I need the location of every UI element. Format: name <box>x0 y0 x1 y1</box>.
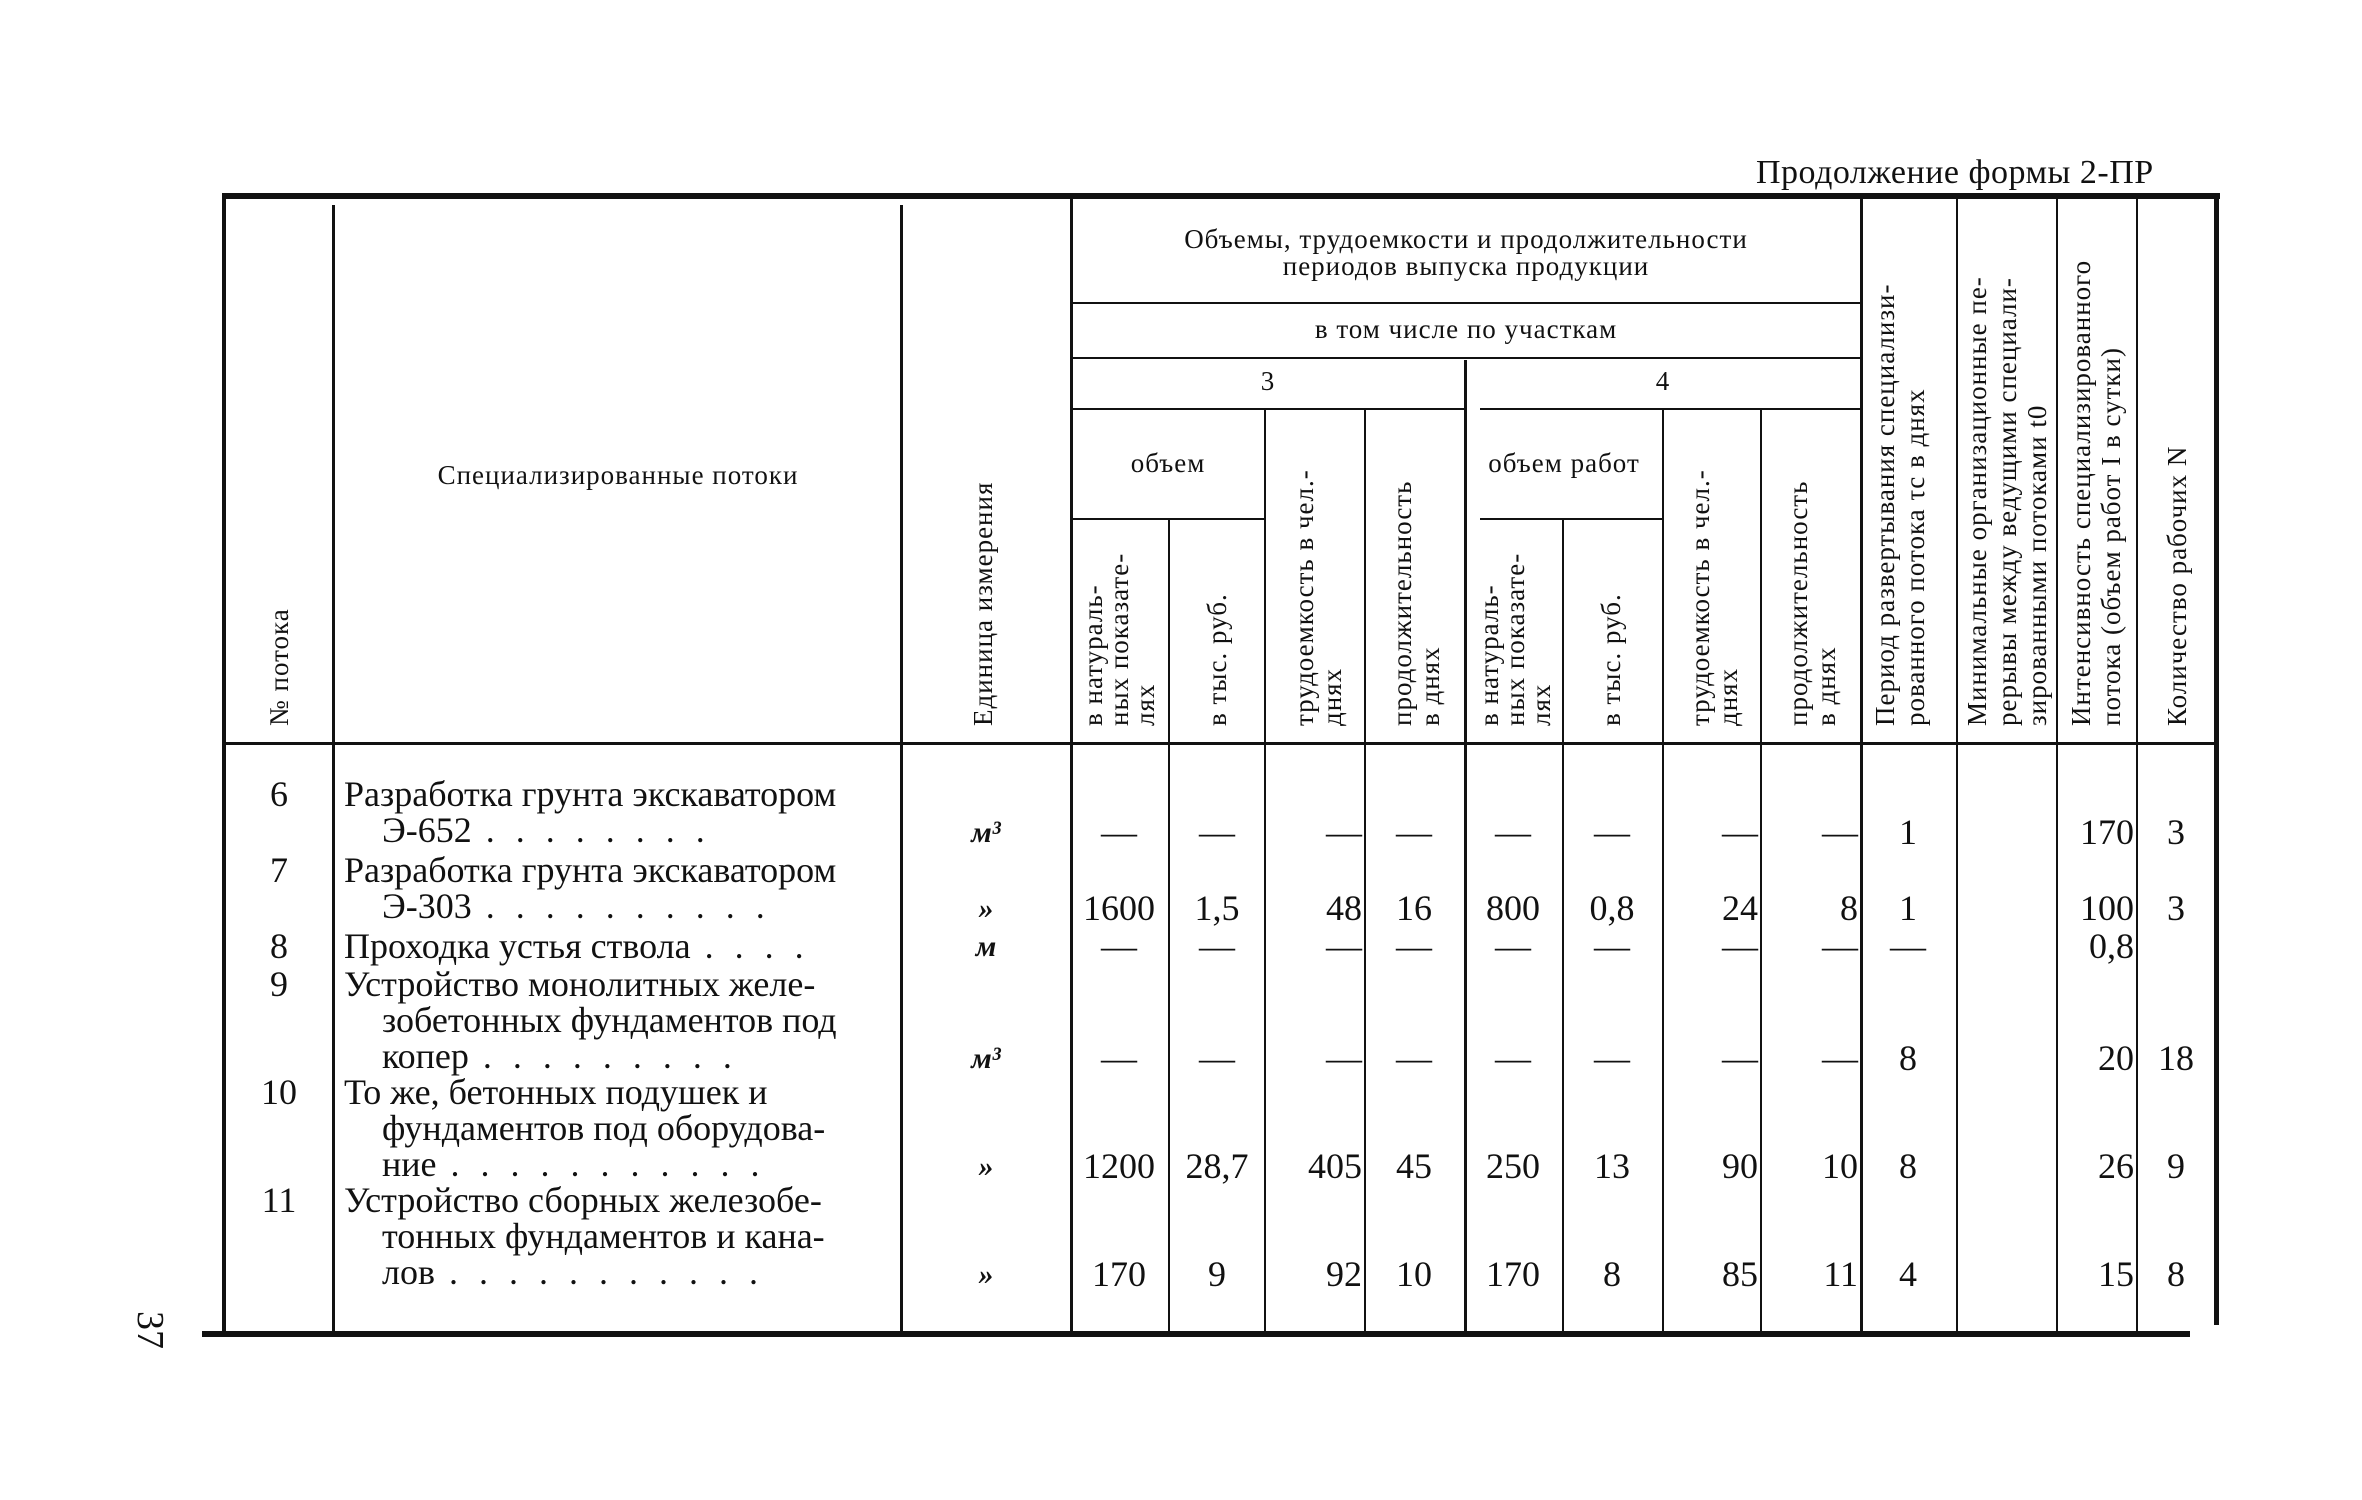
value-nat3: — <box>1101 1038 1137 1078</box>
value-rub3: 9 <box>1208 1254 1226 1294</box>
value-labor4: — <box>1722 926 1758 966</box>
unit-cell: м³ <box>971 1042 1001 1075</box>
natural-line1: в натураль- <box>1078 584 1108 726</box>
value-labor4: — <box>1722 1038 1758 1078</box>
stream-name-line <box>344 1110 825 1146</box>
value-nat3: 1200 <box>1083 1146 1155 1186</box>
value-rub3: — <box>1199 1038 1235 1078</box>
stream-name-line <box>344 852 836 888</box>
value-rub3: — <box>1199 812 1235 852</box>
stream-name-text: Устройство сборных железобе- <box>344 1180 822 1220</box>
value-nat4: 250 <box>1486 1146 1540 1186</box>
natural-line3: лях <box>1130 683 1160 726</box>
value-rub4: 8 <box>1603 1254 1621 1294</box>
stream-name <box>344 928 810 964</box>
unit-cell: » <box>978 892 994 925</box>
unit-cell: м <box>975 930 997 963</box>
row-number: 9 <box>270 964 288 1004</box>
hdr-line <box>1072 357 1860 359</box>
stream-name-line <box>344 1074 825 1110</box>
row-number: 6 <box>270 774 288 814</box>
header-breaks <box>1962 276 2052 726</box>
header-volume-3: объем <box>1130 448 1206 478</box>
table-top-rule <box>222 193 2220 199</box>
col-line <box>1760 410 1762 1332</box>
leader-dots: . . . . . . . . . <box>482 1036 738 1076</box>
unit-cell: м³ <box>971 816 1001 849</box>
value-dur3: 16 <box>1396 888 1432 928</box>
stream-name-text: копер <box>382 1036 469 1076</box>
value-dur3: — <box>1396 812 1432 852</box>
value-intensity: 26 <box>2098 1146 2134 1186</box>
header-section-3: 3 <box>1260 366 1276 396</box>
header-workers: Количество рабочих N <box>2162 445 2192 726</box>
value-nat3: 170 <box>1092 1254 1146 1294</box>
value-workers: 3 <box>2167 812 2185 852</box>
stream-name-line <box>344 966 837 1002</box>
value-period: — <box>1890 926 1926 966</box>
stream-name-text: Э-303 <box>382 886 472 926</box>
header-duration-4 <box>1784 481 1840 726</box>
value-dur3: — <box>1396 1038 1432 1078</box>
header-section-4: 4 <box>1655 366 1671 396</box>
value-rub4: — <box>1594 1038 1630 1078</box>
header-subgroup: в том числе по участкам <box>1314 314 1618 344</box>
col-line <box>1364 410 1366 1332</box>
value-workers: 9 <box>2167 1146 2185 1186</box>
stream-name-text: фундаментов под оборудова- <box>382 1108 826 1148</box>
value-dur4: — <box>1822 1038 1858 1078</box>
header-rub-3: в тыс. руб. <box>1202 593 1232 726</box>
stream-name-line <box>344 1146 825 1182</box>
stream-name <box>344 852 836 924</box>
value-labor4: 90 <box>1722 1146 1758 1186</box>
hdr-line <box>1480 518 1662 520</box>
stream-name-text: ние <box>382 1144 437 1184</box>
header-labor-4 <box>1686 469 1742 726</box>
stream-name <box>344 1074 825 1182</box>
stream-name-text: тонных фундаментов и кана- <box>382 1216 825 1256</box>
value-dur4: — <box>1822 926 1858 966</box>
stream-name <box>344 1182 825 1290</box>
value-period: 8 <box>1899 1038 1917 1078</box>
breaks-line1: Минимальные организационные пе- <box>1962 276 1992 726</box>
value-nat4: — <box>1495 1038 1531 1078</box>
value-rub4: — <box>1594 926 1630 966</box>
stream-name-line <box>344 888 836 924</box>
value-intensity: 15 <box>2098 1254 2134 1294</box>
natural-line2: ных показате- <box>1104 552 1134 726</box>
value-intensity: 0,8 <box>2089 926 2134 966</box>
value-dur3: 45 <box>1396 1146 1432 1186</box>
value-rub3: 1,5 <box>1194 888 1240 928</box>
intensity-line2: потока (объем работ I в сутки) <box>2096 347 2126 726</box>
page-number-text: 37 <box>129 1311 171 1349</box>
breaks-line2: рерывы между ведущими специали- <box>1992 277 2022 726</box>
value-intensity: 20 <box>2098 1038 2134 1078</box>
header-period <box>1870 284 1930 726</box>
stream-name-line <box>344 1218 825 1254</box>
col-line <box>1168 520 1170 1332</box>
stream-name-line <box>344 1038 837 1074</box>
value-nat3: — <box>1101 926 1137 966</box>
header-group-title <box>1072 226 1860 280</box>
intensity-line1: Интенсивность специализированного <box>2066 259 2096 726</box>
value-labor3: — <box>1326 1038 1362 1078</box>
value-period: 1 <box>1899 812 1917 852</box>
unit-cell: » <box>978 1150 994 1183</box>
period-line1: Период развертывания специализи- <box>1870 283 1900 726</box>
header-body-separator <box>226 742 2214 745</box>
value-workers: 3 <box>2167 888 2185 928</box>
value-nat4: 800 <box>1486 888 1540 928</box>
col-line <box>1956 199 1958 1332</box>
natural-line1: в натураль- <box>1474 584 1504 726</box>
period-line2: рованного потока τс в днях <box>1900 388 1930 726</box>
row-number: 8 <box>270 926 288 966</box>
value-dur4: 8 <box>1840 888 1858 928</box>
labor-line1: трудоемкость в чел.- <box>1685 469 1715 726</box>
table-left-border <box>222 193 226 1335</box>
col-line <box>1562 520 1564 1332</box>
value-dur4: 10 <box>1822 1146 1858 1186</box>
value-dur3: 10 <box>1396 1254 1432 1294</box>
header-col-unit: Единица измерения <box>968 481 998 726</box>
value-labor4: — <box>1722 812 1758 852</box>
group-title-line2: периодов выпуска продукции <box>1282 251 1650 281</box>
value-period: 4 <box>1899 1254 1917 1294</box>
header-rub-4: в тыс. руб. <box>1596 593 1626 726</box>
stream-name-text: То же, бетонных подушек и <box>344 1072 768 1112</box>
header-col-name: Специализированные потоки <box>437 460 799 490</box>
value-period: 8 <box>1899 1146 1917 1186</box>
breaks-line3: зированными потоками t0 <box>2022 404 2052 726</box>
value-labor3: — <box>1326 812 1362 852</box>
value-rub4: 0,8 <box>1589 888 1635 928</box>
leader-dots: . . . . . . . . . . . <box>450 1144 766 1184</box>
header-natural-4 <box>1476 553 1554 726</box>
stream-name <box>344 776 836 848</box>
duration-line1: продолжительность <box>1783 480 1813 726</box>
stream-name-text: Разработка грунта экскаватором <box>344 774 837 814</box>
row-number: 7 <box>270 850 288 890</box>
value-nat3: — <box>1101 812 1137 852</box>
stream-name-text: Разработка грунта экскаватором <box>344 850 837 890</box>
stream-name-line <box>344 1254 825 1290</box>
header-duration-3 <box>1388 481 1444 726</box>
table-bottom-rule <box>202 1331 2190 1337</box>
value-dur3: — <box>1396 926 1432 966</box>
stream-name-text: Э-652 <box>382 810 472 850</box>
stream-name <box>344 966 837 1074</box>
header-labor-3 <box>1290 469 1346 726</box>
stream-name-text: Проходка устья ствола <box>344 926 691 966</box>
group-title-line1: Объемы, трудоемкости и продолжительности <box>1184 224 1748 254</box>
duration-line1: продолжительность <box>1387 480 1417 726</box>
value-rub4: 13 <box>1594 1146 1630 1186</box>
form-caption: Продолжение формы 2-ПР <box>1756 154 2154 191</box>
value-rub3: — <box>1199 926 1235 966</box>
unit-cell: » <box>978 1258 994 1291</box>
stream-name-line <box>344 928 810 964</box>
natural-line3: лях <box>1526 683 1556 726</box>
labor-line1: трудоемкость в чел.- <box>1289 469 1319 726</box>
stream-name-line <box>344 776 836 812</box>
header-col-no: № потока <box>264 608 294 726</box>
duration-line2: в днях <box>1415 646 1445 726</box>
value-labor3: — <box>1326 926 1362 966</box>
labor-line2: днях <box>1713 667 1743 726</box>
header-natural-3 <box>1080 553 1158 726</box>
stream-name-text: зобетонных фундаментов под <box>382 1000 837 1040</box>
value-nat4: — <box>1495 926 1531 966</box>
stream-name-line <box>344 1002 837 1038</box>
value-rub4: — <box>1594 812 1630 852</box>
value-period: 1 <box>1899 888 1917 928</box>
col-line <box>332 205 335 1335</box>
value-workers: 8 <box>2167 1254 2185 1294</box>
stream-name-line <box>344 1182 825 1218</box>
header-volume-4: объем работ <box>1488 448 1640 478</box>
stream-name-line <box>344 812 836 848</box>
hdr-line <box>1072 302 1860 304</box>
row-number: 11 <box>261 1180 297 1220</box>
leader-dots: . . . . <box>704 926 810 966</box>
stream-name-text: лов <box>382 1252 435 1292</box>
value-rub3: 28,7 <box>1185 1146 1249 1186</box>
labor-line2: днях <box>1317 667 1347 726</box>
leader-dots: . . . . . . . . . . <box>485 886 771 926</box>
value-nat4: 170 <box>1486 1254 1540 1294</box>
value-dur4: — <box>1822 812 1858 852</box>
col-line <box>1264 410 1266 1332</box>
value-workers: 18 <box>2158 1038 2194 1078</box>
value-labor4: 85 <box>1722 1254 1758 1294</box>
value-labor3: 92 <box>1326 1254 1362 1294</box>
hdr-line <box>1480 408 1860 410</box>
value-labor3: 405 <box>1308 1146 1362 1186</box>
leader-dots: . . . . . . . . <box>485 810 711 850</box>
natural-line2: ных показате- <box>1500 552 1530 726</box>
row-number: 10 <box>261 1072 297 1112</box>
duration-line2: в днях <box>1811 646 1841 726</box>
value-dur4: 11 <box>1823 1254 1858 1294</box>
leader-dots: . . . . . . . . . . . <box>448 1252 764 1292</box>
value-nat3: 1600 <box>1083 888 1155 928</box>
header-intensity <box>2066 260 2126 726</box>
value-intensity: 100 <box>2080 888 2134 928</box>
value-labor3: 48 <box>1326 888 1362 928</box>
hdr-line <box>1072 408 1464 410</box>
col-line <box>1662 410 1664 1332</box>
value-labor4: 24 <box>1722 888 1758 928</box>
page-number <box>120 1300 180 1360</box>
stream-name-text: Устройство монолитных желе- <box>344 964 816 1004</box>
table-right-border <box>2214 193 2219 1325</box>
value-intensity: 170 <box>2080 812 2134 852</box>
hdr-line <box>1072 518 1264 520</box>
value-nat4: — <box>1495 812 1531 852</box>
